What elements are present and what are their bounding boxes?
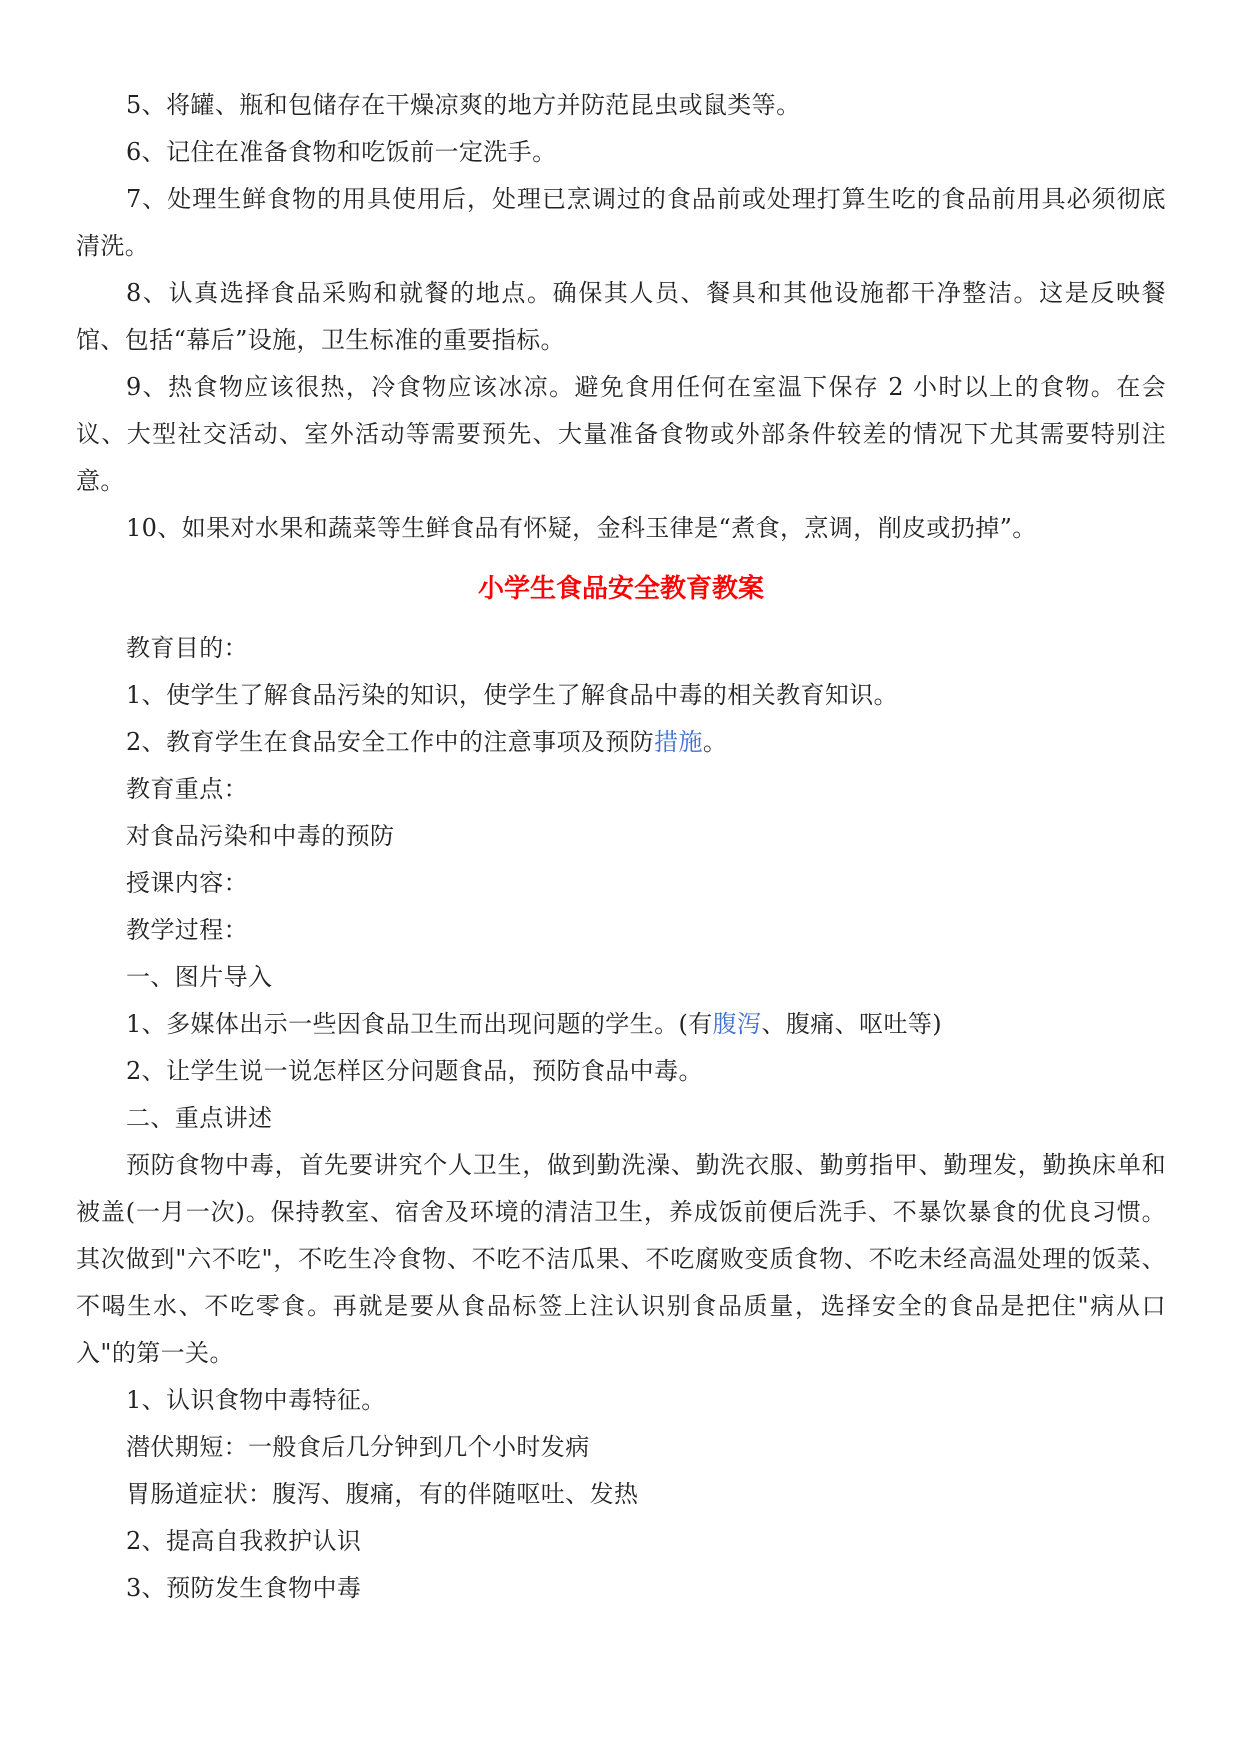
focus-text: 对食品污染和中毒的预防: [126, 822, 395, 850]
part1-item-1-text: 1、多媒体出示一些因食品卫生而出现问题的学生。(有: [126, 1010, 713, 1038]
objective-label: 教育目的：: [126, 634, 248, 662]
list-item-7: 7、处理生鲜食物的用具使用后，处理已烹调过的食品前或处理打算生吃的食品前用具必须彻底清洗。: [76, 185, 1166, 260]
objective-1: 1、使学生了解食品污染的知识，使学生了解食品中毒的相关教育知识。: [126, 681, 899, 709]
part2-paragraph: 预防食物中毒，首先要讲究个人卫生，做到勤洗澡、勤洗衣服、勤剪指甲、勤理发，勤换床单和被盖(一月一次)。保持教室、宿舍及环境的清洁卫生，养成饭前便后洗手、不暴饮暴食的优良习惯。其次做到"六不吃"，不吃生冷食物、不吃不洁瓜果、不吃腐败变质食物、不吃未经高温处理的饭菜、不喝生水、不吃零食。再就是要从食品标签上注认识别食品质量，选择安全的食品是把住"病从口入"的第一关。: [76, 1151, 1166, 1367]
process-label: 教学过程：: [126, 916, 248, 944]
list-item-5: 5、将罐、瓶和包储存在干燥凉爽的地方并防范昆虫或鼠类等。: [126, 91, 801, 119]
list-item-6: 6、记住在准备食物和吃饭前一定洗手。: [126, 138, 557, 166]
part2-item-2: 2、提高自我救护认识: [126, 1527, 362, 1555]
list-item-8: 8、认真选择食品采购和就餐的地点。确保其人员、餐具和其他设施都干净整洁。这是反映餐馆、包括“幕后”设施，卫生标准的重要指标。: [76, 279, 1166, 354]
diarrhea-link[interactable]: 腹泻: [712, 1010, 762, 1038]
part2-item-3: 3、预防发生食物中毒: [126, 1574, 362, 1602]
part1-item-2: 2、让学生说一说怎样区分问题食品，预防食品中毒。: [126, 1057, 703, 1085]
part2-heading: 二、重点讲述: [126, 1104, 273, 1132]
part1-heading: 一、图片导入: [126, 963, 273, 991]
objective-2-end: 。: [702, 728, 728, 756]
content-label: 授课内容：: [126, 869, 248, 897]
objective-2: [76, 719, 1166, 766]
part1-item-1-end: 、腹痛、呕吐等): [761, 1010, 943, 1038]
incubation-text: 潜伏期短：一般食后几分钟到几个小时发病: [126, 1433, 590, 1461]
measures-link[interactable]: 措施: [654, 728, 703, 756]
section-title: 小学生食品安全教育教案: [477, 574, 764, 604]
document-page: [76, 82, 1166, 1612]
objective-2-text: 2、教育学生在食品安全工作中的注意事项及预防: [126, 728, 655, 756]
list-item-10: 10、如果对水果和蔬菜等生鲜食品有怀疑，金科玉律是“煮食，烹调，削皮或扔掉”。: [126, 514, 1037, 542]
part1-item-1: [76, 1001, 1166, 1048]
symptoms-text: 胃肠道症状：腹泻、腹痛，有的伴随呕吐、发热: [126, 1480, 639, 1508]
list-item-9: 9、热食物应该很热，冷食物应该冰凉。避免食用任何在室温下保存 2 小时以上的食物。在会议、大型社交活动、室外活动等需要预先、大量准备食物或外部条件较差的情况下尤其需要特别注意。: [76, 373, 1166, 495]
focus-label: 教育重点：: [126, 775, 248, 803]
part2-item-1: 1、认识食物中毒特征。: [126, 1386, 386, 1414]
